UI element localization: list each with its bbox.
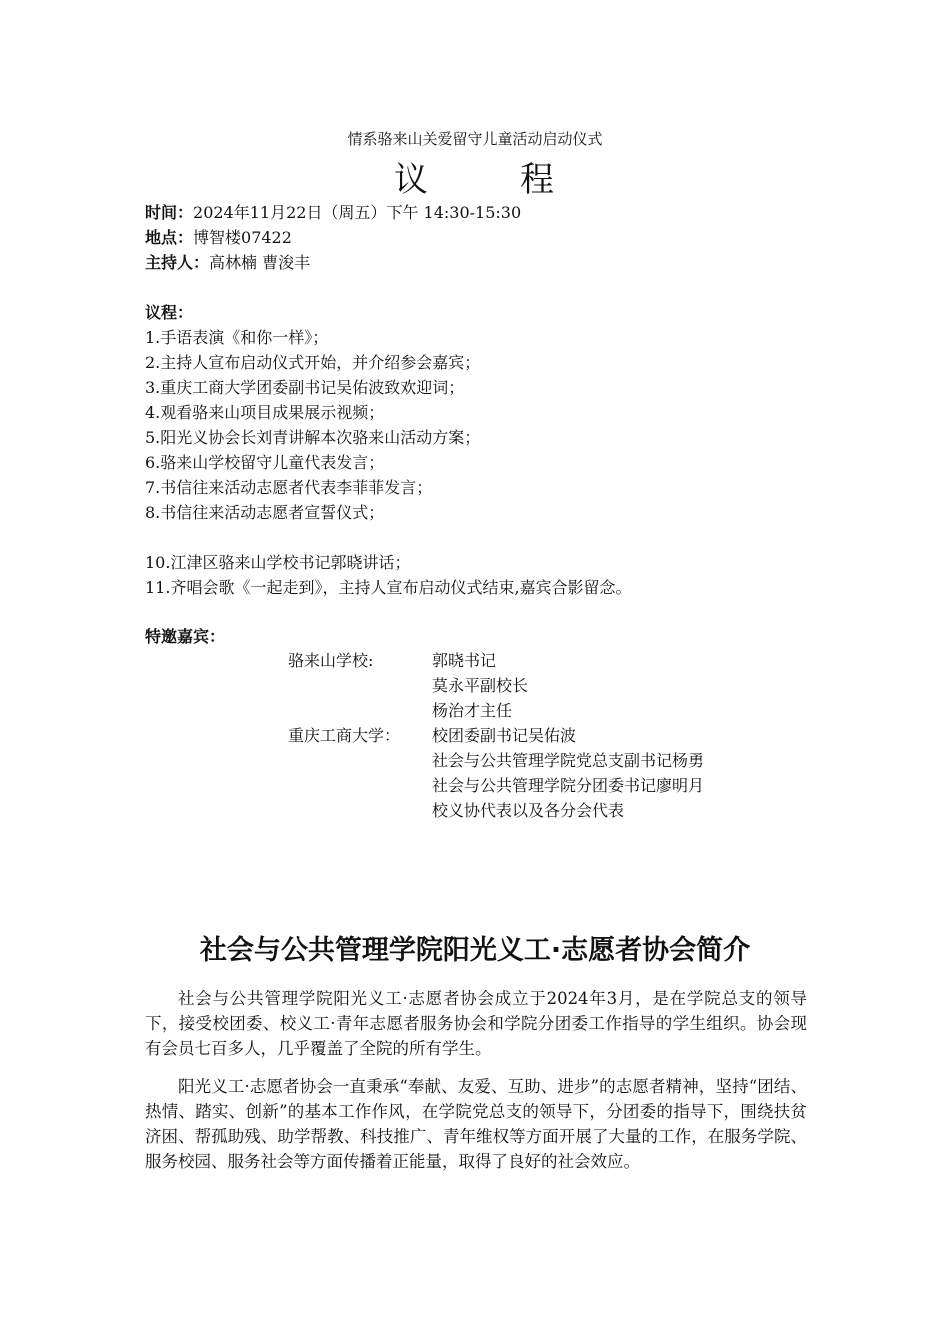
agenda-item: 5.阳光义协会长刘青讲解本次骆来山活动方案； [145, 428, 481, 447]
intro-paragraph-1: 社会与公共管理学院阳光义工·志愿者协会成立于2024年3月，是在学院总支的领导下，接受校团委、校义工·青年志愿者服务协会和学院分团委工作指导的学生组织。协会现有会员七百多人，几乎覆盖了全院的所有学生。 [145, 989, 807, 1058]
page-title [0, 152, 950, 201]
place-line [145, 225, 521, 250]
agenda-heading: 议程： [145, 303, 194, 322]
place-label: 地点： [145, 228, 194, 247]
place-value: 博智楼07422 [193, 228, 292, 247]
time-value: 2024年11月22日（周五）下午 14:30-15:30 [193, 203, 522, 222]
host-value: 高林楠 曹浚丰 [209, 253, 311, 272]
guests-heading-block [145, 624, 225, 649]
title-char-2: 程 [520, 160, 556, 200]
event-info [145, 200, 521, 275]
guest-name: 社会与公共管理学院分团委书记廖明月 [432, 776, 705, 795]
title-char-1: 议 [394, 160, 430, 200]
agenda-item: 4.观看骆来山项目成果展示视频； [145, 403, 385, 422]
guest-name: 莫永平副校长 [432, 676, 529, 695]
host-label: 主持人： [145, 253, 210, 272]
host-line [145, 250, 521, 275]
guest-name: 校义协代表以及各分会代表 [432, 801, 625, 820]
time-label: 时间： [145, 203, 194, 222]
agenda-section [145, 300, 632, 600]
agenda-item: 1.手语表演《和你一样》； [145, 328, 329, 347]
guest-name: 杨治才主任 [432, 701, 513, 720]
guest-org: 骆来山学校: [288, 651, 374, 670]
agenda-item: 3.重庆工商大学团委副书记吴佑波致欢迎词； [145, 378, 465, 397]
guest-name: 郭晓书记 [432, 651, 497, 670]
agenda-item: 6.骆来山学校留守儿童代表发言； [145, 453, 385, 472]
guests-heading: 特邀嘉宾： [145, 627, 226, 646]
guest-name: 校团委副书记吴佑波 [432, 726, 577, 745]
agenda-item: 2.主持人宣布启动仪式开始，并介绍参会嘉宾； [145, 353, 481, 372]
agenda-item: 11.齐唱会歌《一起走到》，主持人宣布启动仪式结束,嘉宾合影留念。 [145, 578, 632, 597]
event-supertitle: 情系骆来山关爱留守儿童活动启动仪式 [347, 130, 603, 148]
time-line [145, 200, 521, 225]
guest-org: 重庆工商大学： [288, 726, 401, 745]
intro-paragraph-2: 阳光义工·志愿者协会一直秉承“奉献、友爱、互助、进步”的志愿者精神，坚持“团结、热情、踏实、创新”的基本工作作风，在学院党总支的领导下，分团委的指导下，围绕扶贫济困、帮孤助残、助学帮教、科技推广、青年维权等方面开展了大量的工作，在服务学院、服务校园、服务社会等方面传播着正能量，取得了良好的社会效应。 [145, 1077, 807, 1171]
agenda-item: 8.书信往来活动志愿者宣誓仪式； [145, 503, 385, 522]
agenda-item: 10.江津区骆来山学校书记郭晓讲话； [145, 553, 411, 572]
agenda-item: 7.书信往来活动志愿者代表李菲菲发言； [145, 478, 433, 497]
guest-name: 社会与公共管理学院党总支副书记杨勇 [432, 751, 705, 770]
intro-heading: 社会与公共管理学院阳光义工·志愿者协会简介 [199, 935, 751, 966]
